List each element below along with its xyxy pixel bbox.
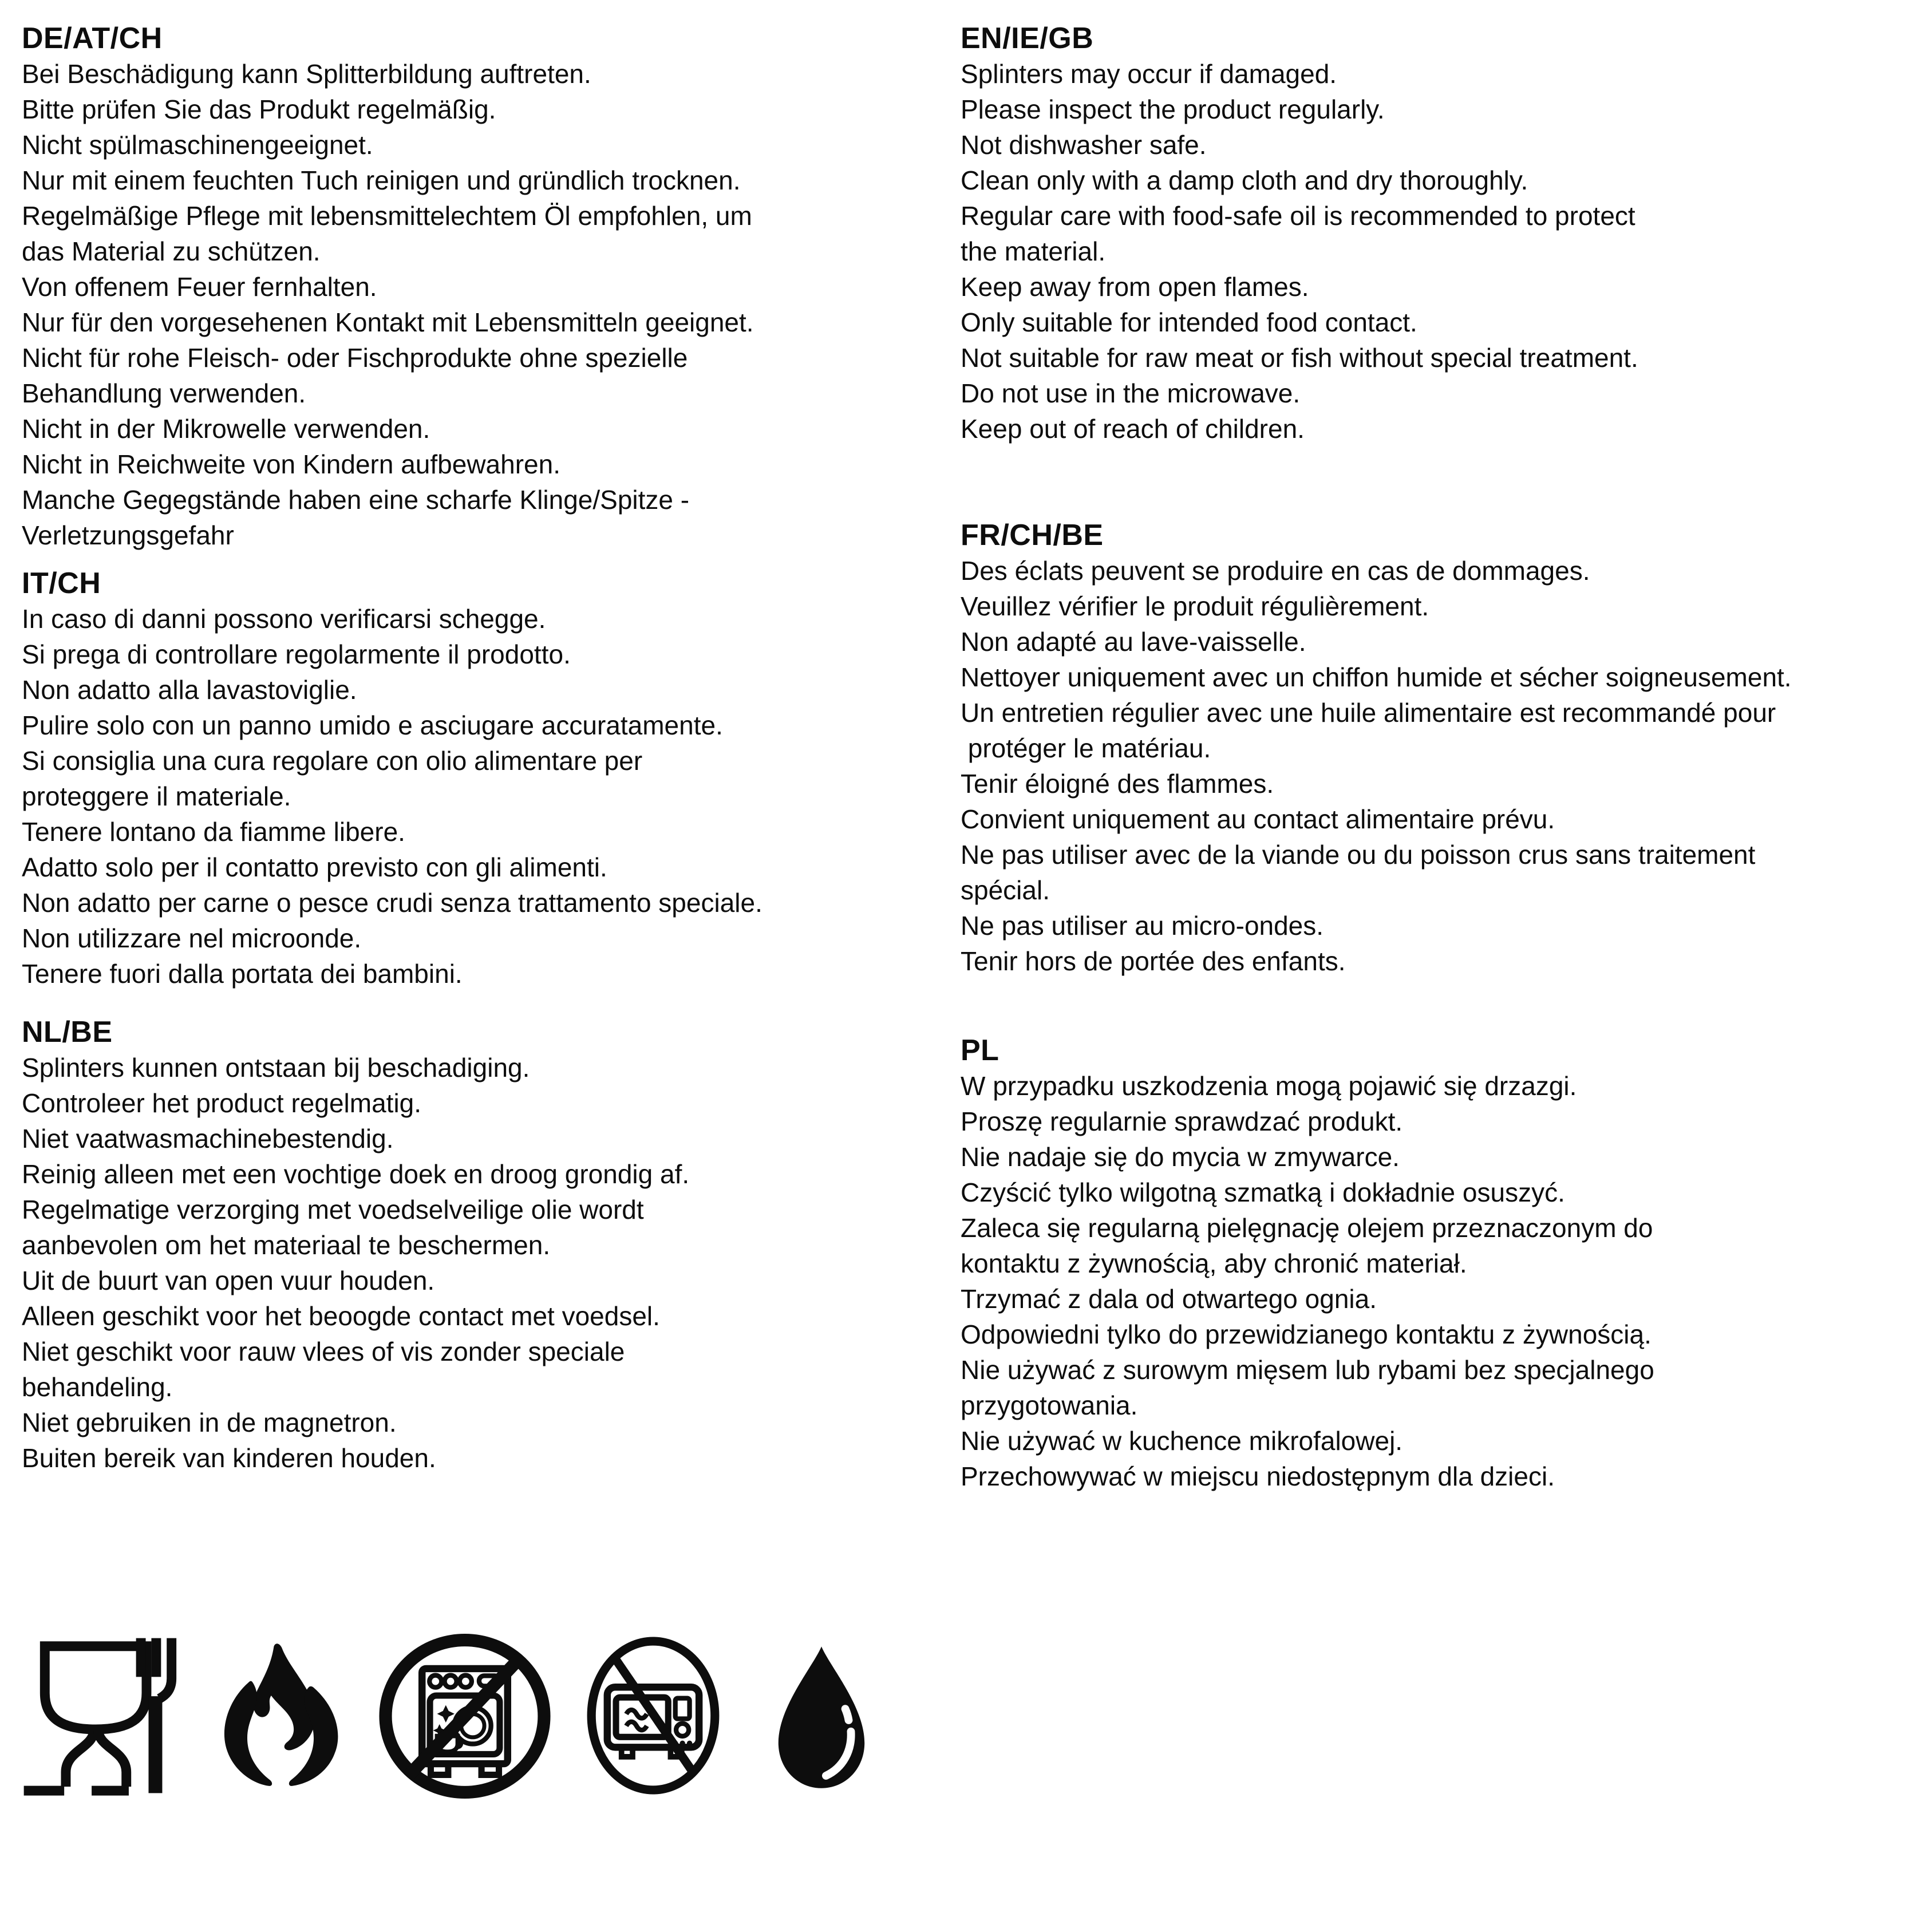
instruction-line: Nicht spülmaschinengeeignet.	[22, 130, 373, 160]
instruction-line: Bitte prüfen Sie das Produkt regelmäßig.	[22, 94, 496, 124]
instruction-line: Ne pas utiliser avec de la viande ou du poisson crus sans traitement	[961, 840, 1756, 870]
instruction-line: Von offenem Feuer fernhalten.	[22, 272, 377, 302]
section-heading-de: DE/AT/CH	[22, 22, 163, 55]
instruction-line: Czyścić tylko wilgotną szmatką i dokładnie osuszyć.	[961, 1178, 1565, 1207]
instruction-line: Przechowywać w miejscu niedostępnym dla dzieci.	[961, 1461, 1555, 1491]
instruction-line: Buiten bereik van kinderen houden.	[22, 1443, 436, 1473]
instruction-line: protéger le matériau.	[961, 733, 1211, 763]
instruction-line: Zaleca się regularną pielęgnację olejem przeznaczonym do	[961, 1213, 1653, 1243]
instruction-line: Do not use in the microwave.	[961, 378, 1301, 408]
instruction-line: Non adatto alla lavastoviglie.	[22, 675, 357, 705]
water-drop-icon	[765, 1641, 878, 1795]
flame-icon	[214, 1636, 347, 1796]
instruction-line: Tenere lontano da fiamme libere.	[22, 817, 405, 847]
instruction-line: Only suitable for intended food contact.	[961, 307, 1417, 337]
right-column	[961, 21, 1928, 1494]
instruction-line: Des éclats peuvent se produire en cas de dommages.	[961, 556, 1590, 586]
instruction-line: Non utilizzare nel microonde.	[22, 923, 362, 953]
instruction-line: behandeling.	[22, 1372, 173, 1402]
instruction-line: Alleen geschikt voor het beoogde contact met voedsel.	[22, 1301, 660, 1331]
instruction-line: Nicht für rohe Fleisch- oder Fischprodukte ohne spezielle	[22, 343, 688, 373]
instruction-line: Not suitable for raw meat or fish without special treatment.	[961, 343, 1638, 373]
instruction-line: spécial.	[961, 875, 1050, 905]
no-dishwasher-icon	[376, 1634, 554, 1799]
food-safe-icon	[22, 1635, 181, 1796]
instruction-line: Non adatto per carne o pesce crudi senza trattamento speciale.	[22, 888, 762, 918]
instruction-line: Pulire solo con un panno umido e asciugare accuratamente.	[22, 710, 723, 740]
instruction-line: kontaktu z żywnością, aby chronić materiał.	[961, 1249, 1467, 1278]
instruction-line: W przypadku uszkodzenia mogą pojawić się drzazgi.	[961, 1071, 1577, 1101]
instruction-line: Nur mit einem feuchten Tuch reinigen und gründlich trocknen.	[22, 165, 741, 195]
instruction-line: Nicht in Reichweite von Kindern aufbewahren.	[22, 449, 560, 479]
instruction-line: Niet gebruiken in de magnetron.	[22, 1408, 397, 1437]
instruction-line: Nie nadaje się do mycia w zmywarce.	[961, 1142, 1400, 1172]
instruction-line: Niet vaatwasmachinebestendig.	[22, 1124, 394, 1153]
instruction-line: Niet geschikt voor rauw vlees of vis zonder speciale	[22, 1337, 625, 1366]
instruction-line: Clean only with a damp cloth and dry thoroughly.	[961, 165, 1528, 195]
section-heading-it: IT/CH	[22, 567, 101, 600]
instruction-line: Controleer het product regelmatig.	[22, 1088, 422, 1118]
instruction-line: Please inspect the product regularly.	[961, 94, 1385, 124]
instruction-line: Si prega di controllare regolarmente il prodotto.	[22, 639, 571, 669]
instruction-line: Uit de buurt van open vuur houden.	[22, 1266, 435, 1295]
instruction-line: Convient uniquement au contact alimentaire prévu.	[961, 804, 1555, 834]
instruction-line: Nur für den vorgesehenen Kontakt mit Lebensmitteln geeignet.	[22, 307, 754, 337]
instruction-line: Keep out of reach of children.	[961, 414, 1305, 444]
instruction-line: Nicht in der Mikrowelle verwenden.	[22, 414, 430, 444]
instruction-line: Manche Gegegstände haben eine scharfe Klinge/Spitze -	[22, 485, 690, 515]
instruction-line: Tenir hors de portée des enfants.	[961, 946, 1346, 976]
instruction-line: Regelmäßige Pflege mit lebensmittelechtem Öl empfohlen, um	[22, 201, 752, 231]
instruction-line: Nettoyer uniquement avec un chiffon humide et sécher soigneusement.	[961, 662, 1792, 692]
instruction-line: Trzymać z dala od otwartego ognia.	[961, 1284, 1377, 1314]
instruction-line: Nie używać w kuchence mikrofalowej.	[961, 1426, 1403, 1456]
instruction-line: Proszę regularnie sprawdzać produkt.	[961, 1107, 1403, 1136]
instruction-line: Verletzungsgefahr	[22, 520, 234, 550]
language-section-en	[961, 21, 1928, 447]
no-microwave-icon	[572, 1635, 734, 1796]
instruction-line: Tenir éloigné des flammes.	[961, 769, 1274, 799]
section-heading-nl: NL/BE	[22, 1016, 113, 1049]
instruction-line: Non adapté au lave-vaisselle.	[961, 627, 1306, 657]
instruction-line: Not dishwasher safe.	[961, 130, 1207, 160]
instruction-line: In caso di danni possono verificarsi schegge.	[22, 604, 546, 634]
instruction-line: aanbevolen om het materiaal te beschermen.	[22, 1230, 551, 1260]
instruction-line: the material.	[961, 236, 1106, 266]
instruction-line: Splinters may occur if damaged.	[961, 59, 1337, 89]
instruction-line: Ne pas utiliser au micro-ondes.	[961, 911, 1324, 941]
instruction-line: proteggere il materiale.	[22, 781, 291, 811]
instruction-line: Tenere fuori dalla portata dei bambini.	[22, 959, 463, 989]
instruction-line: das Material zu schützen.	[22, 236, 321, 266]
instruction-line: Un entretien régulier avec une huile alimentaire est recommandé pour	[961, 698, 1776, 728]
instruction-line: Bei Beschädigung kann Splitterbildung auftreten.	[22, 59, 591, 89]
instruction-line: Adatto solo per il contatto previsto con gli alimenti.	[22, 852, 607, 882]
language-section-pl	[961, 1033, 1928, 1494]
section-heading-fr: FR/CH/BE	[961, 519, 1104, 552]
left-column	[22, 21, 926, 1476]
instruction-line: Si consiglia una cura regolare con olio alimentare per	[22, 746, 643, 776]
instruction-line: Nie używać z surowym mięsem lub rybami bez specjalnego	[961, 1355, 1654, 1385]
instruction-line: Regular care with food-safe oil is recommended to protect	[961, 201, 1635, 231]
language-section-de	[22, 21, 926, 553]
instruction-line: Regelmatige verzorging met voedselveilige olie wordt	[22, 1195, 644, 1224]
section-heading-en: EN/IE/GB	[961, 22, 1094, 55]
instruction-line: Keep away from open flames.	[961, 272, 1309, 302]
language-section-nl	[22, 1014, 926, 1476]
language-section-it	[22, 566, 926, 991]
instruction-line: Splinters kunnen ontstaan bij beschadiging.	[22, 1053, 530, 1082]
section-heading-pl: PL	[961, 1034, 999, 1067]
instruction-line: Odpowiedni tylko do przewidzianego kontaktu z żywnością.	[961, 1319, 1652, 1349]
instruction-line: Reinig alleen met een vochtige doek en droog grondig af.	[22, 1159, 690, 1189]
instruction-line: Veuillez vérifier le produit régulièrement.	[961, 591, 1429, 621]
language-section-fr	[961, 517, 1928, 979]
instruction-line: Behandlung verwenden.	[22, 378, 306, 408]
instruction-line: przygotowania.	[961, 1390, 1138, 1420]
